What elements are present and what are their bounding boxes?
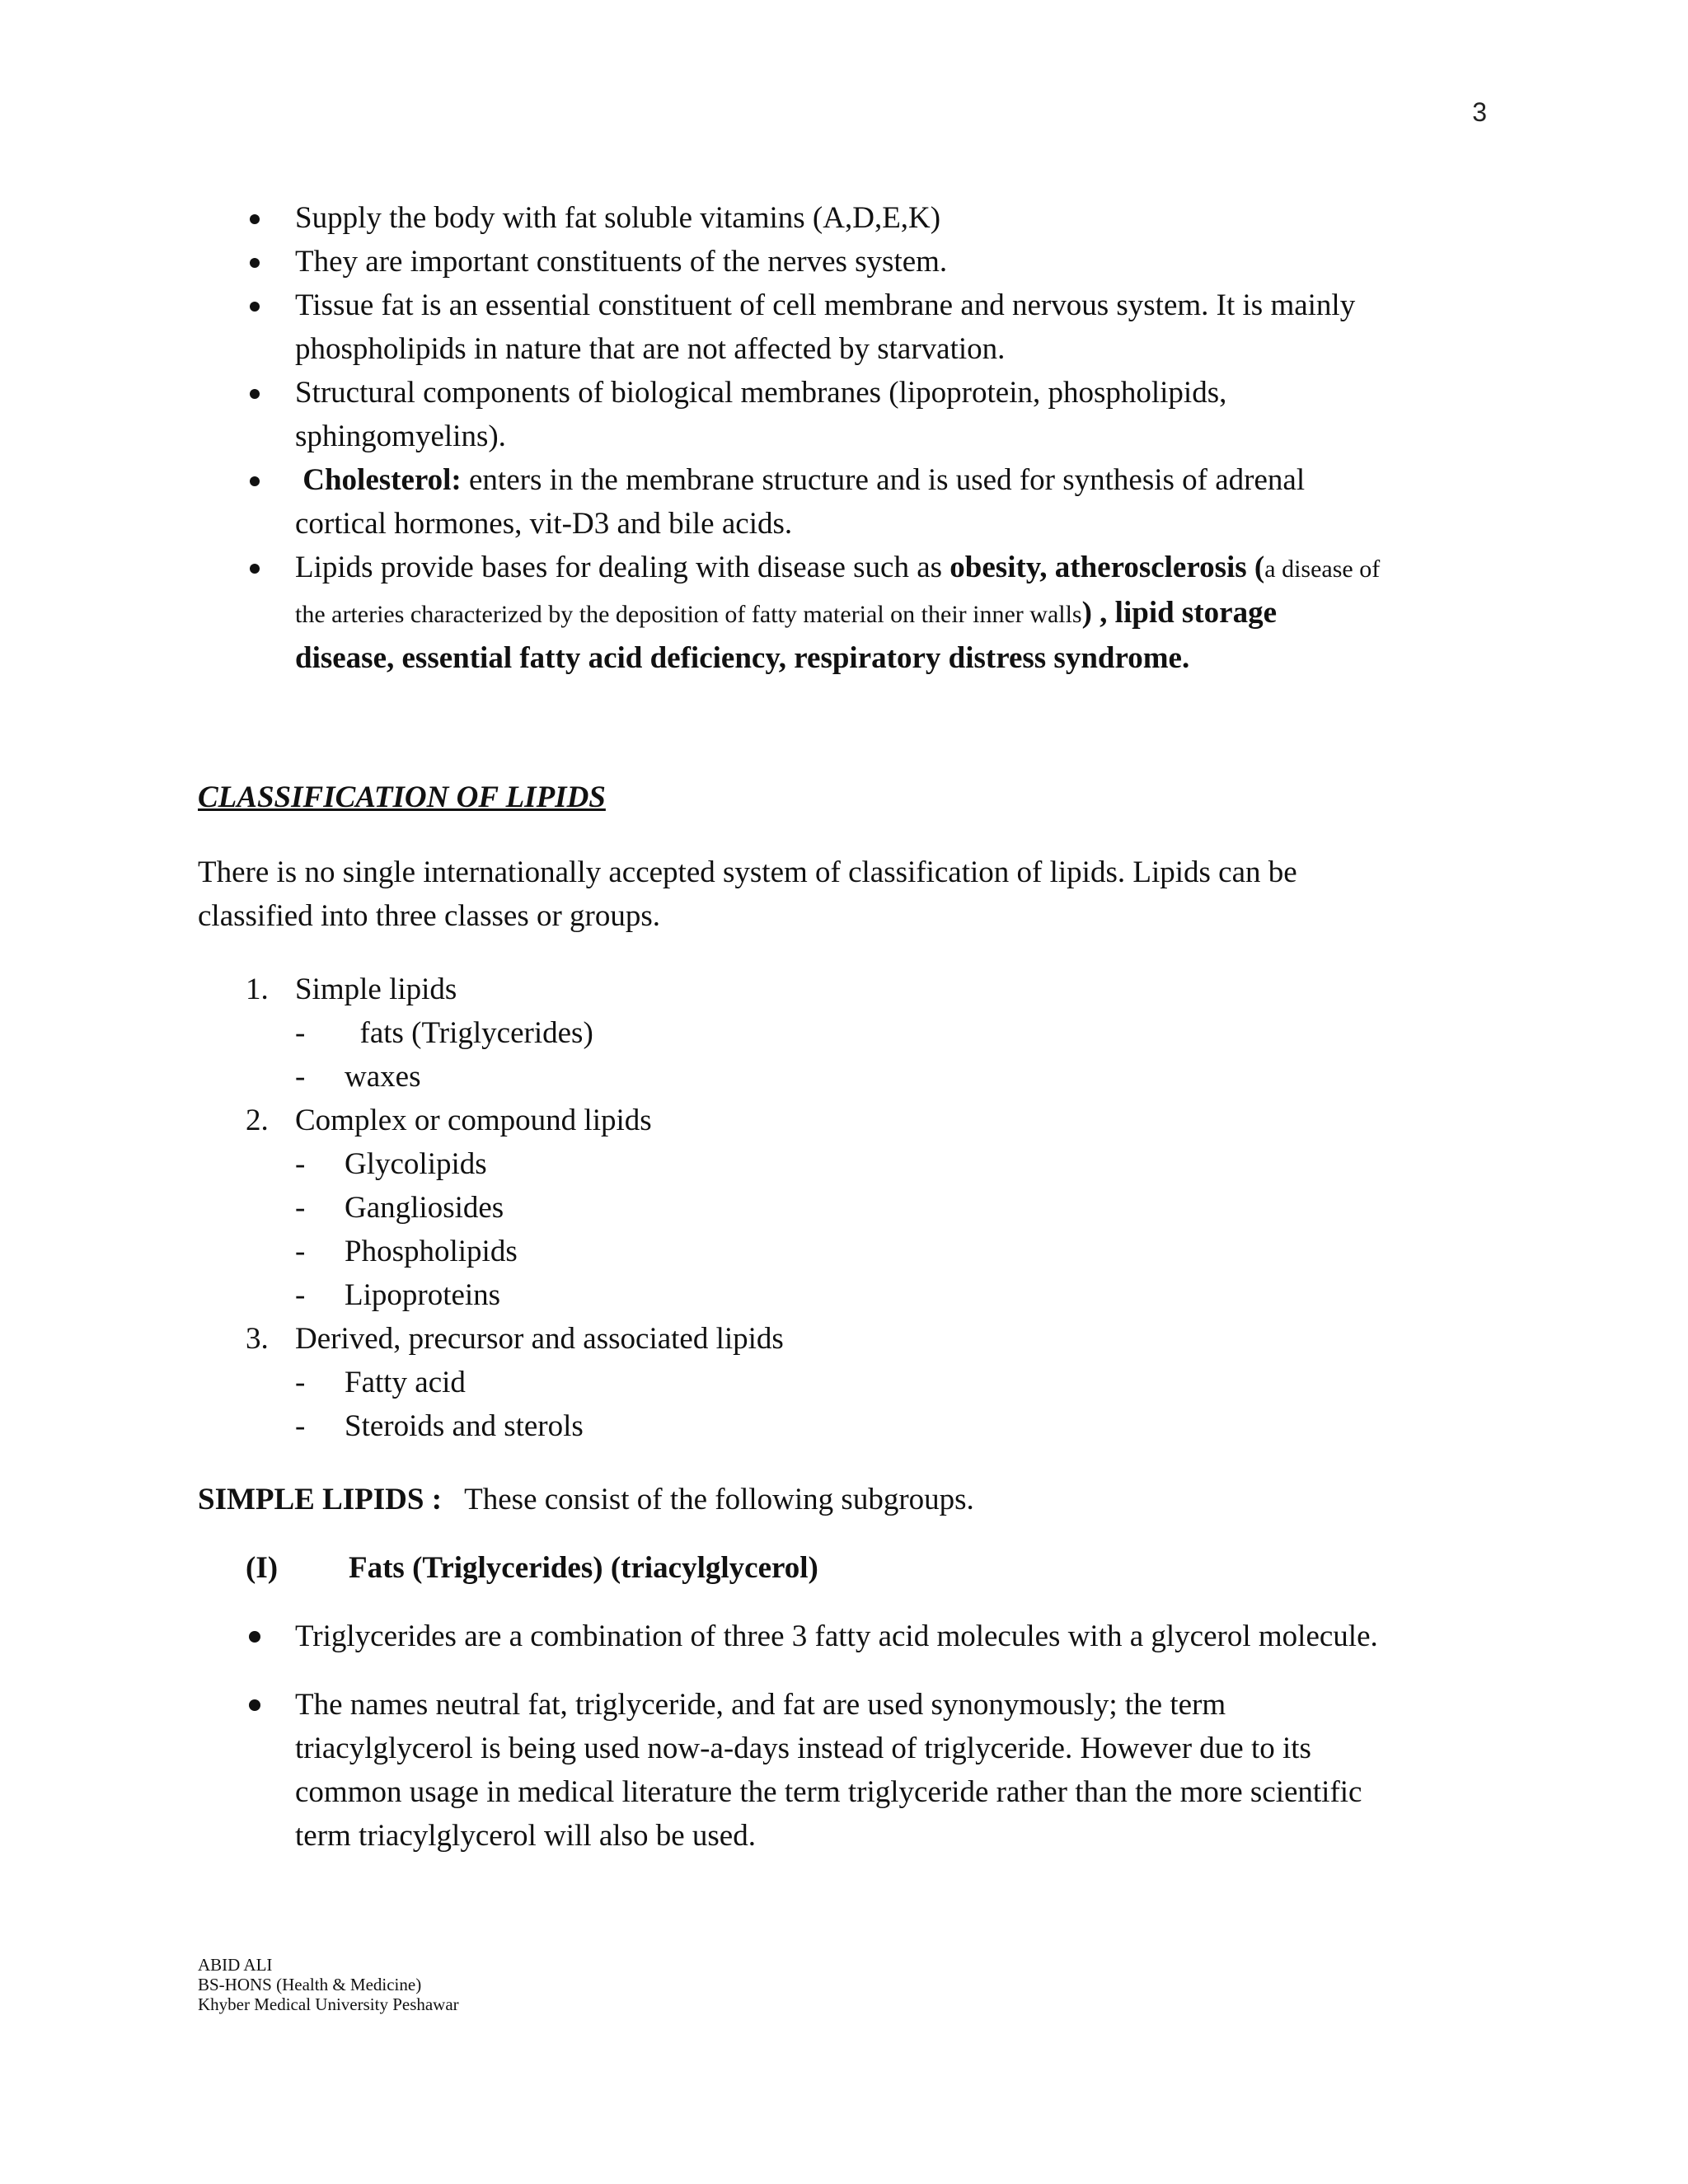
class-group-derived: 3. Derived, precursor and associated lipids - Fatty acid - Steroids and sterols [198, 1317, 1500, 1448]
diseases-item: Lipids provide bases for dealing with disease such as obesity, atherosclerosis (a disease of the arteries characterized by the deposition of fatty material on their inner walls) , lipid storage disease, essential fatty acid deficiency, respiratory distress syndrome. [198, 546, 1500, 680]
author-university: Khyber Medical University Peshawar [198, 1994, 459, 2014]
bullet-icon [249, 1631, 260, 1643]
classification-list [198, 968, 1500, 1448]
cholesterol-item: Cholesterol: enters in the membrane structure and is used for synthesis of adrenal cortical hormones, vit-D3 and bile acids. [198, 458, 1500, 546]
page-content [198, 196, 1500, 1882]
list-item: The names neutral fat, triglyceride, and fat are used synonymously; the term triacylglycerol is being used now-a-days instead of triglyceride. However due to its common usage in medical literature the term triglyceride rather than the more scientific term triacylglycerol will also be used. [198, 1683, 1500, 1858]
functions-bullet-list [198, 196, 1500, 680]
sub-list [295, 1011, 1500, 1099]
classification-paragraph: There is no single internationally accepted system of classification of lipids. Lipids can be classified into three classes or groups. [198, 855, 1297, 933]
list-item: Structural components of biological membranes (lipoprotein, phospholipids, sphingomyelins). [198, 371, 1500, 458]
section-heading: CLASSIFICATION OF LIPIDS [198, 780, 606, 814]
sub-list [295, 1142, 1500, 1317]
list-item: - waxes [295, 1060, 421, 1094]
list-item: - Steroids and sterols [295, 1409, 584, 1443]
list-item: - Lipoproteins [295, 1278, 501, 1312]
list-item: - Glycolipids [295, 1147, 487, 1181]
bullet-icon [250, 258, 260, 268]
class-group-complex: 2. Complex or compound lipids - Glycolipids - Gangliosides - Phospholipids - Lipoproteins [198, 1099, 1500, 1317]
list-item: They are important constituents of the nerves system. [198, 240, 1500, 284]
bullet-icon [250, 564, 260, 574]
author-program: BS-HONS (Health & Medicine) [198, 1975, 422, 1994]
page-footer [198, 1955, 459, 2014]
bullet-icon [250, 476, 260, 486]
simple-lipids-line: SIMPLE LIPIDS : These consist of the following subgroups. [198, 1483, 974, 1516]
list-item: Supply the body with fat soluble vitamins (A,D,E,K) [198, 196, 1500, 240]
list-item: - Fatty acid [295, 1366, 466, 1399]
list-item: Triglycerides are a combination of three 3 fatty acid molecules with a glycerol molecule. [198, 1615, 1500, 1658]
subsection-heading: (I) Fats (Triglycerides) (triacylglycerol) [246, 1551, 818, 1585]
list-item: - Gangliosides [295, 1191, 504, 1225]
bullet-icon [250, 389, 260, 399]
bullet-icon [250, 214, 260, 224]
triglyceride-bullet-list [198, 1615, 1500, 1858]
bullet-icon [250, 302, 260, 312]
list-item: Tissue fat is an essential constituent of cell membrane and nervous system. It is mainly phospholipids in nature that are not affected by starvation. [198, 284, 1500, 371]
bullet-icon [249, 1699, 260, 1711]
list-item: - fats (Triglycerides) [295, 1016, 593, 1050]
page-number: 3 [1472, 97, 1487, 127]
sub-list [295, 1361, 1500, 1448]
class-group-simple: 1. Simple lipids - fats (Triglycerides) - waxes [198, 968, 1500, 1099]
author-name: ABID ALI [198, 1955, 273, 1975]
list-item: - Phospholipids [295, 1235, 518, 1268]
simple-lipids-label: SIMPLE LIPIDS : [198, 1483, 443, 1516]
cholesterol-term: Cholesterol: [302, 463, 462, 497]
